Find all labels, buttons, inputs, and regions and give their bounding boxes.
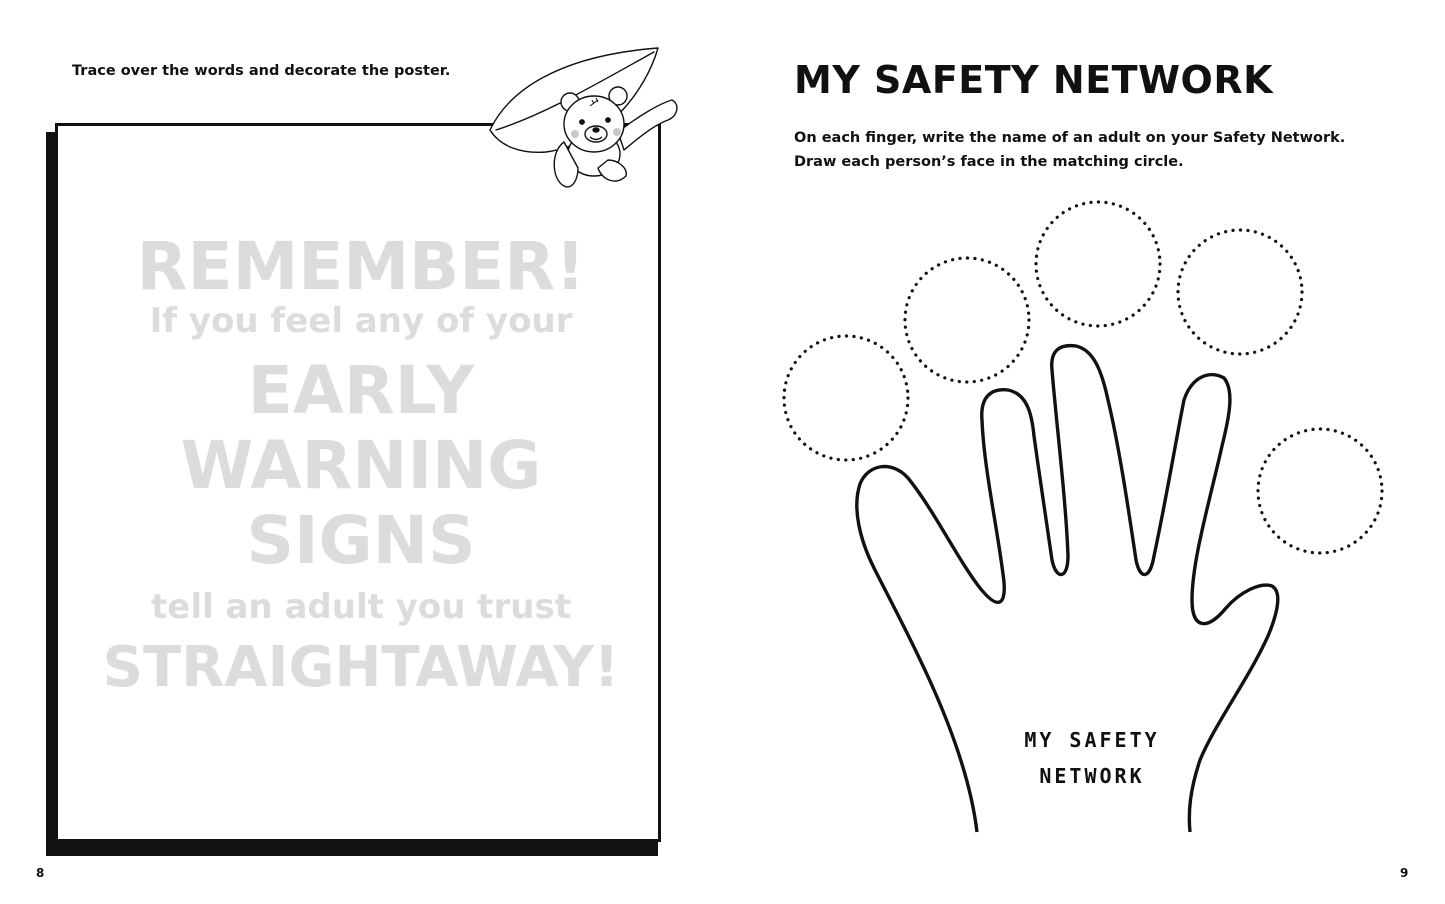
face-circle-3 [1036,202,1160,326]
network-instruction-line-2: Draw each person’s face in the matching circle. [794,154,1184,170]
left-page [0,0,722,904]
poster [55,123,661,842]
poster-signs: SIGNS [246,502,476,579]
right-page [722,0,1445,904]
teddy-bear-leaf-illustration [486,44,682,200]
face-circle-5 [1258,429,1382,553]
hand-label-line-1: MY SAFETY [1024,728,1160,752]
face-circle-2 [905,258,1029,382]
poster-remember: REMEMBER! [136,228,586,305]
hand-label-line-2: NETWORK [1039,764,1145,788]
network-instruction-line-1: On each finger, write the name of an adult on your Safety Network. [794,130,1346,146]
poster-straightaway: STRAIGHTAWAY! [102,635,620,700]
page-number-left: 8 [36,866,45,880]
page-number-right: 9 [1400,866,1409,880]
poster-line-feel: If you feel any of your [149,301,573,341]
page-title: MY SAFETY NETWORK [794,58,1274,102]
poster-early: EARLY [247,352,475,429]
poster-line-tell: tell an adult you trust [151,587,571,627]
face-circle-1 [784,336,908,460]
poster-warning: WARNING [180,427,542,504]
hand-outline [857,346,1278,832]
face-circle-4 [1178,230,1302,354]
poster-instruction: Trace over the words and decorate the poster. [72,63,451,79]
